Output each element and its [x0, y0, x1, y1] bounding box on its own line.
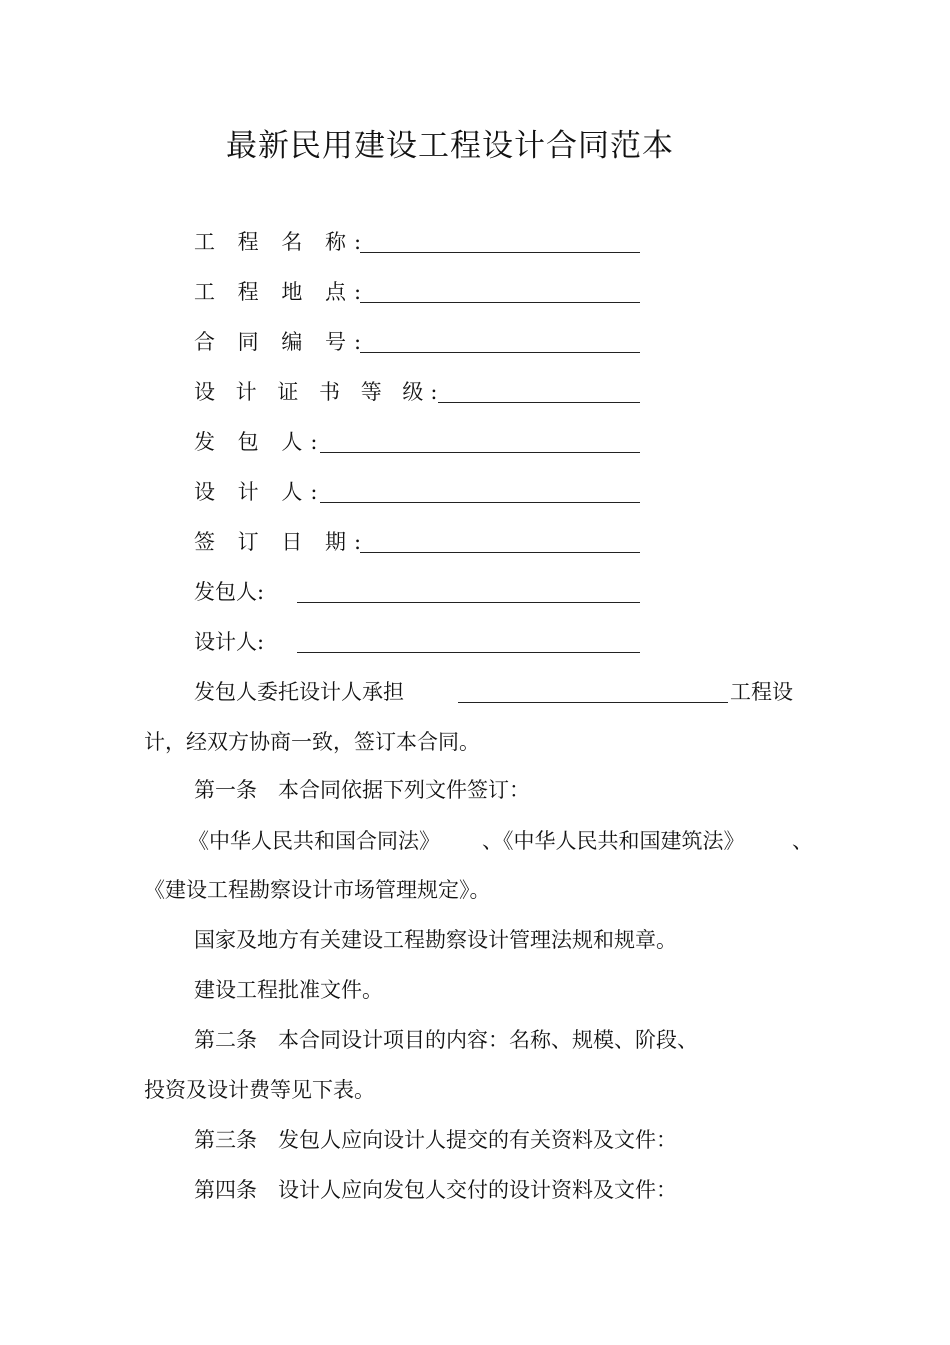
field-sign-date [194, 527, 369, 557]
certificate-grade-blank [438, 402, 640, 403]
intro-text-part2: 工程设 [730, 680, 793, 704]
article-1: 第一条 本合同依据下列文件签订： [194, 778, 530, 802]
project-location-blank [360, 302, 640, 303]
field-label: 发 包 人: [194, 430, 326, 454]
field-label: 发包人: [194, 580, 265, 604]
field-project-location [194, 277, 369, 307]
field-client [194, 427, 325, 457]
item-approval-documents: 建设工程批准文件。 [194, 978, 383, 1002]
sign-date-blank [360, 552, 640, 553]
client-blank [320, 452, 640, 453]
client-short-blank [297, 602, 640, 603]
field-project-name [194, 227, 369, 257]
laws-line2: 《建设工程勘察设计市场管理规定》。 [144, 878, 491, 902]
laws-part2: 、《中华人民共和国建筑法》 [482, 829, 745, 853]
field-label: 合 同 编 号: [194, 330, 370, 354]
laws-part1: 《中华人民共和国合同法》 [188, 829, 440, 853]
field-client-short [194, 577, 264, 607]
field-label: 设 计 证 书 等 级: [194, 380, 445, 404]
article-4: 第四条 设计人应向发包人交付的设计资料及文件： [194, 1178, 677, 1202]
field-label: 设计人: [194, 630, 265, 654]
field-label: 工 程 名 称: [194, 230, 370, 254]
field-label: 设 计 人: [194, 480, 326, 504]
designer-short-blank [297, 652, 640, 653]
field-designer-short [194, 627, 264, 657]
item-national-regulations: 国家及地方有关建设工程勘察设计管理法规和规章。 [194, 928, 677, 952]
article-2-line2: 投资及设计费等见下表。 [144, 1078, 375, 1102]
laws-part3: 、 [792, 829, 813, 853]
field-certificate-grade [194, 377, 444, 407]
intro-project-blank [458, 702, 728, 703]
field-designer [194, 477, 325, 507]
field-label: 工 程 地 点: [194, 280, 370, 304]
project-name-blank [360, 252, 640, 253]
designer-blank [320, 502, 640, 503]
article-2-line1: 第二条 本合同设计项目的内容：名称、规模、阶段、 [194, 1028, 698, 1052]
contract-number-blank [360, 352, 640, 353]
field-contract-number [194, 327, 369, 357]
intro-text-line2: 计，经双方协商一致，签订本合同。 [144, 730, 480, 754]
article-3: 第三条 发包人应向设计人提交的有关资料及文件： [194, 1128, 677, 1152]
intro-text-part1: 发包人委托设计人承担 [194, 680, 404, 704]
field-label: 签 订 日 期: [194, 530, 370, 554]
document-title: 最新民用建设工程设计合同范本 [226, 128, 674, 164]
